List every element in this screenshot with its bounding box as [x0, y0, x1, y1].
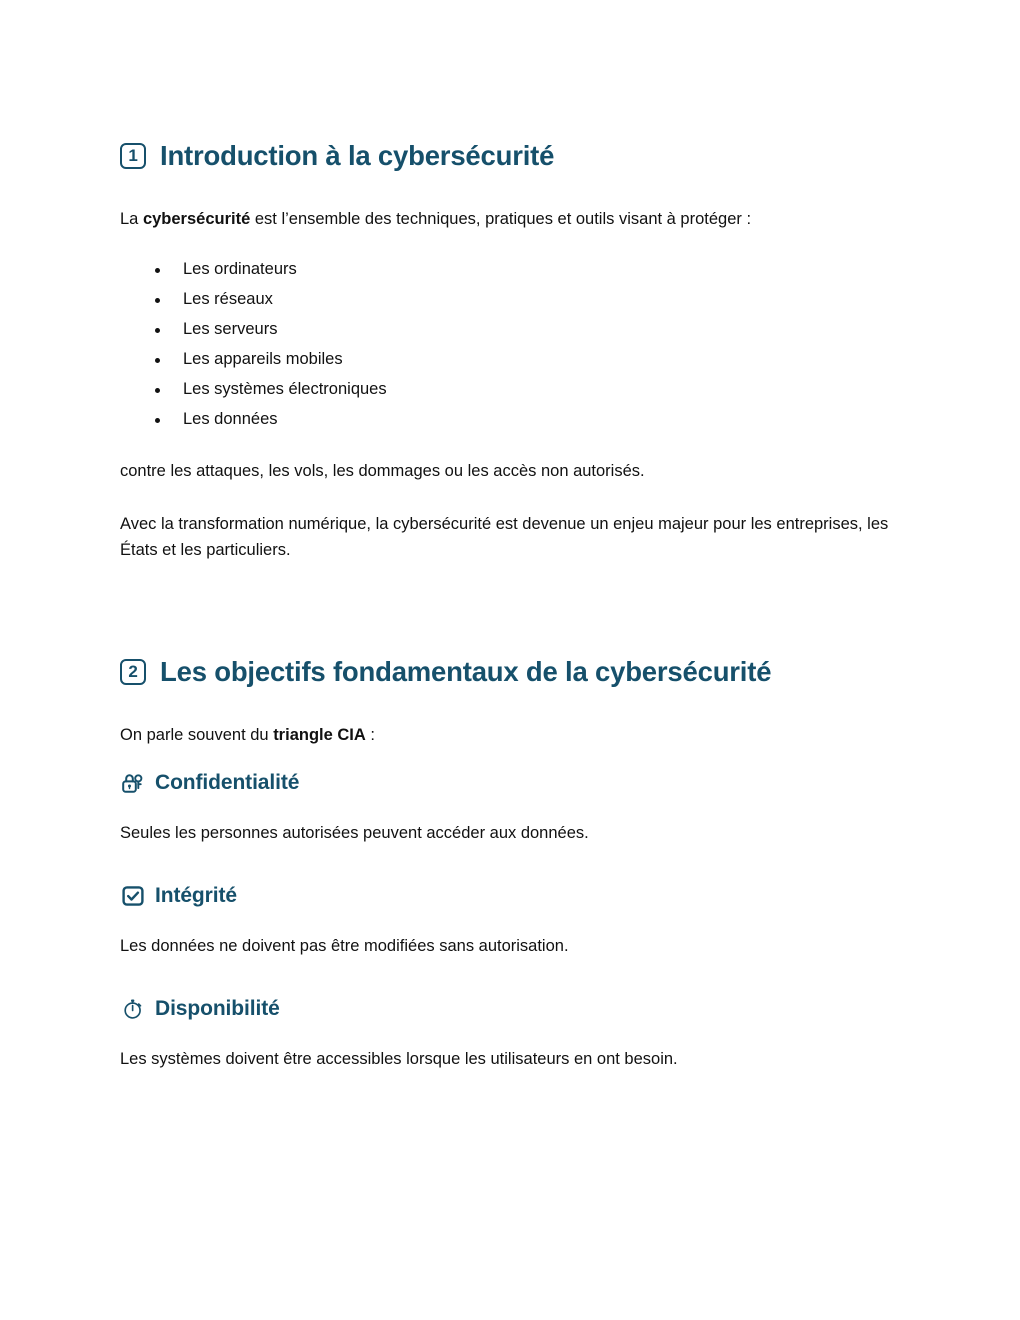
section-spacer: [120, 590, 900, 656]
section-1-closing-paragraph: Avec la transformation numérique, la cybersécurité est devenue un enjeu majeur pour les entreprises, les États et les particuliers.: [120, 514, 889, 560]
lock-with-key-icon: [120, 770, 146, 796]
disponibilite-description: Les systèmes doivent être accessibles lorsque les utilisateurs en ont besoin.: [120, 1049, 678, 1068]
section-2-intro-paragraph: [120, 722, 900, 749]
cia-text-before-bold: On parle souvent du: [120, 725, 274, 744]
sub-spacer: [120, 873, 900, 883]
sub-heading-disponibilite: [120, 996, 900, 1022]
cia-bold-term: triangle CIA: [273, 725, 366, 744]
protected-assets-list: [120, 258, 900, 432]
checked-checkbox-icon: [120, 883, 146, 909]
section-heading-1: [120, 140, 900, 172]
sub-heading-integrite: [120, 883, 900, 909]
section-1-after-list-paragraph: contre les attaques, les vols, les dommages ou les accès non autorisés.: [120, 461, 645, 480]
list-item: Les appareils mobiles: [120, 348, 900, 372]
section-title-1: Introduction à la cybersécurité: [160, 140, 555, 171]
sub-heading-label: Intégrité: [155, 884, 237, 908]
intro-text-before-bold: La: [120, 209, 143, 228]
sub-heading-label: Confidentialité: [155, 771, 300, 795]
list-item: Les serveurs: [120, 318, 900, 342]
sub-heading-label: Disponibilité: [155, 996, 280, 1020]
integrite-description: Les données ne doivent pas être modifiées sans autorisation.: [120, 937, 569, 956]
sub-heading-confidentialite: [120, 770, 900, 796]
section-heading-2: [120, 656, 900, 688]
intro-text-after-bold: est l’ensemble des techniques, pratiques et outils visant à protéger :: [250, 209, 752, 228]
intro-bold-term: cybersécurité: [142, 209, 251, 228]
section-number-badge-1: 1: [120, 143, 146, 169]
section-1-intro-paragraph: [120, 206, 900, 233]
section-number-badge-2: 2: [120, 659, 146, 685]
stopwatch-icon: [120, 996, 146, 1022]
section-title-2: Les objectifs fondamentaux de la cybersécurité: [160, 656, 772, 688]
cia-text-after-bold: :: [365, 725, 375, 744]
list-item: Les ordinateurs: [120, 258, 900, 282]
list-item: Les réseaux: [120, 288, 900, 312]
list-item: Les données: [120, 408, 900, 432]
list-item: Les systèmes électroniques: [120, 378, 900, 402]
confidentialite-description: Seules les personnes autorisées peuvent accéder aux données.: [120, 824, 589, 843]
sub-spacer: [120, 986, 900, 996]
